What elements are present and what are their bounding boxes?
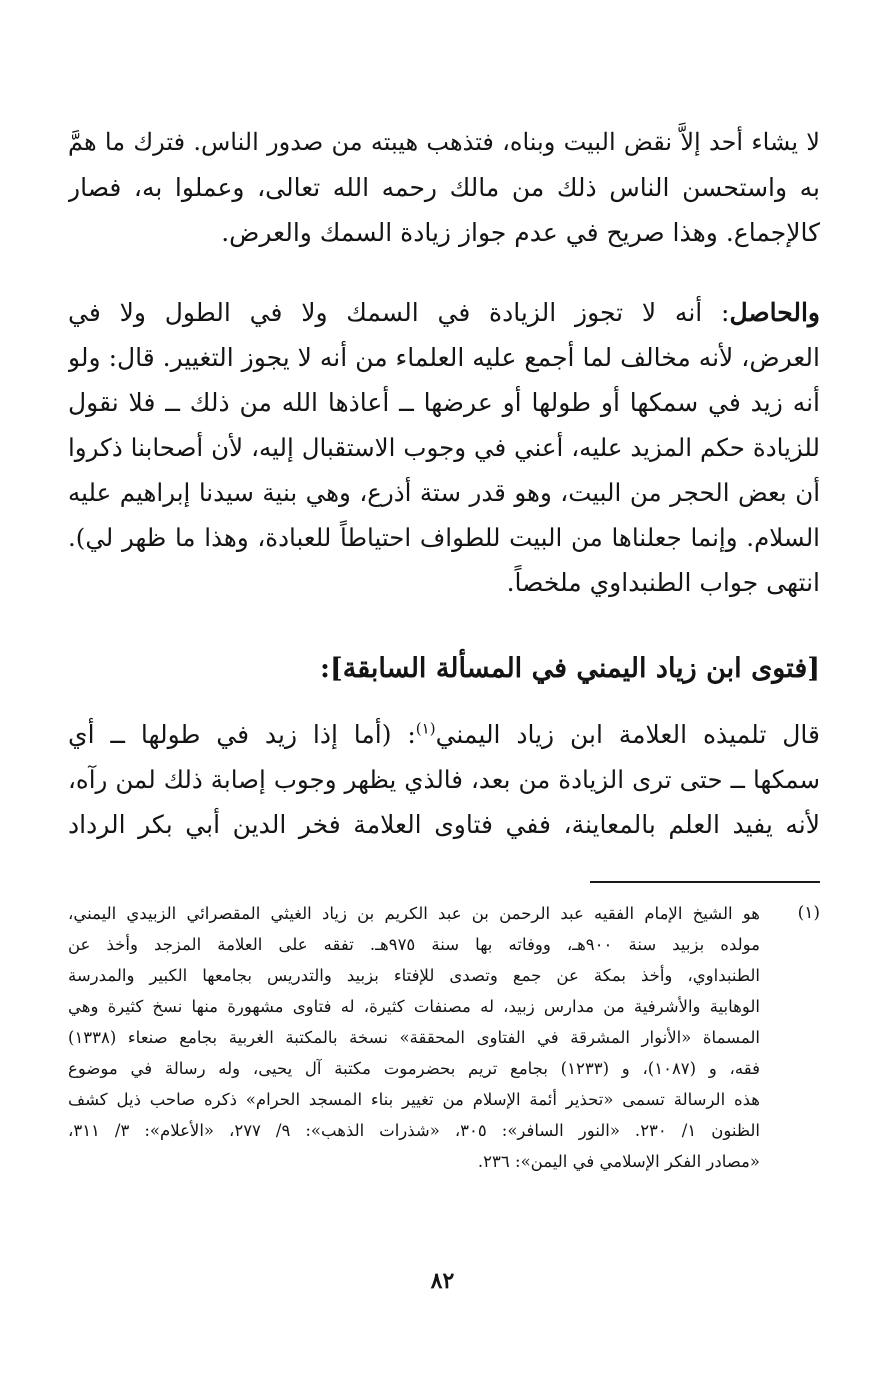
footnote-line-8: الظنون ١/ ٢٣٠. «النور السافر»: ٣٠٥، «شذرات الذهب»: ٩/ ٢٧٧، «الأعلام»: ٣/ ٣١١، <box>68 1121 760 1140</box>
footnote-body <box>68 898 760 1177</box>
paragraph-2-line-7: انتهى جواب الطنبداوي ملخصاً. <box>506 568 820 597</box>
paragraph-3-line-1 <box>68 712 820 757</box>
paragraph-2-line-4: للزيادة حكم المزيد عليه، أعني في وجوب الاستقبال إليه، لأن أصحابنا ذكروا <box>68 433 820 462</box>
paragraph-2-line-5: أن بعض الحجر من البيت، وهو قدر ستة أذرع، وهي بنية سيدنا إبراهيم عليه <box>68 478 820 507</box>
footnote-line-6: فقه، و (١٠٨٧)، و (١٢٣٣) بجامع تريم بحضرموت مكتبة آل يحيى، وله رسالة في موضوع <box>68 1059 760 1078</box>
paragraph-2-line-3: أنه زيد في سمكها أو طولها أو عرضها ــ أعاذها الله من ذلك ــ فلا نقول <box>68 388 820 417</box>
paragraph-3-line-1-end: : (أما إذا زيد في طولها ــ أي <box>68 720 416 749</box>
footnote-line-1: هو الشيخ الإمام الفقيه عبد الرحمن بن عبد الكريم بن زياد الغيثي المقصرائي الزبيدي اليمني، <box>68 904 760 923</box>
footnote-line-7: هذه الرسالة تسمى «تحذير أئمة الإسلام من تغيير بناء المسجد الحرام» ذكره صاحب ذيل كشف <box>68 1090 760 1109</box>
paragraph-2-lead-word: والحاصل <box>729 298 820 327</box>
paragraph-1-line-2: به واستحسن الناس ذلك من مالك رحمه الله تعالى، وعملوا به، فصار <box>68 173 820 202</box>
paragraph-2 <box>68 290 820 605</box>
paragraph-2-line-1-text: : أنه لا تجوز الزيادة في السمك ولا في الطول ولا في <box>68 298 730 327</box>
page-number: ٨٢ <box>430 1268 455 1294</box>
paragraph-3 <box>68 712 820 847</box>
paragraph-1 <box>68 120 820 255</box>
footnote-reference[interactable]: (١) <box>415 719 436 738</box>
footnote-separator <box>590 881 820 883</box>
paragraph-2-line-1 <box>68 290 820 335</box>
paragraph-3-line-3: لأنه يفيد العلم بالمعاينة، ففي فتاوى العلامة فخر الدين أبي بكر الرداد <box>68 810 820 839</box>
section-heading: [فتوى ابن زياد اليمني في المسألة السابقة]: <box>319 653 820 684</box>
footnote-number: (١) <box>797 903 820 923</box>
paragraph-3-line-2: سمكها ــ حتى ترى الزيادة من بعد، فالذي يظهر وجوب إصابة ذلك لمن رآه، <box>68 765 820 794</box>
footnote-line-3: الطنبداوي، وأخذ بمكة عن جمع وتصدى للإفتاء بزبيد والتدريس بجامعها الكبير والمدرسة <box>68 966 760 985</box>
footnote-line-4: الوهابية والأشرفية من مدارس زبيد، له مصنفات كثيرة، له فتاوى مشهورة منها نسخ كثيرة وهي <box>68 997 760 1016</box>
paragraph-1-line-1: لا يشاء أحد إلاَّ نقض البيت وبناه، فتذهب هيبته من صدور الناس. فترك ما همَّ <box>68 128 820 156</box>
footnote-line-5: المسماة «الأنوار المشرقة في الفتاوى المحققة» نسخة بالمكتبة الغربية بجامع صنعاء (١٣٣٨) <box>68 1028 760 1047</box>
paragraph-3-line-1-start: قال تلميذه العلامة ابن زياد اليمني <box>435 720 820 749</box>
paragraph-2-line-2: العرض، لأنه مخالف لما أجمع عليه العلماء من أنه لا يجوز التغيير. قال: ولو <box>68 343 820 372</box>
paragraph-1-line-3: كالإجماع. وهذا صريح في عدم جواز زيادة السمك والعرض. <box>221 218 820 247</box>
paragraph-2-line-6: السلام. وإنما جعلناها من البيت للطواف احتياطاً للعبادة، وهذا ما ظهر لي). <box>68 523 820 552</box>
footnote-line-2: مولده بزبيد سنة ٩٠٠هـ، ووفاته بها سنة ٩٧٥هـ. تفقه على العلامة المزجد وأخذ عن <box>68 935 760 954</box>
footnote-line-9: «مصادر الفكر الإسلامي في اليمن»: ٢٣٦. <box>477 1152 760 1171</box>
